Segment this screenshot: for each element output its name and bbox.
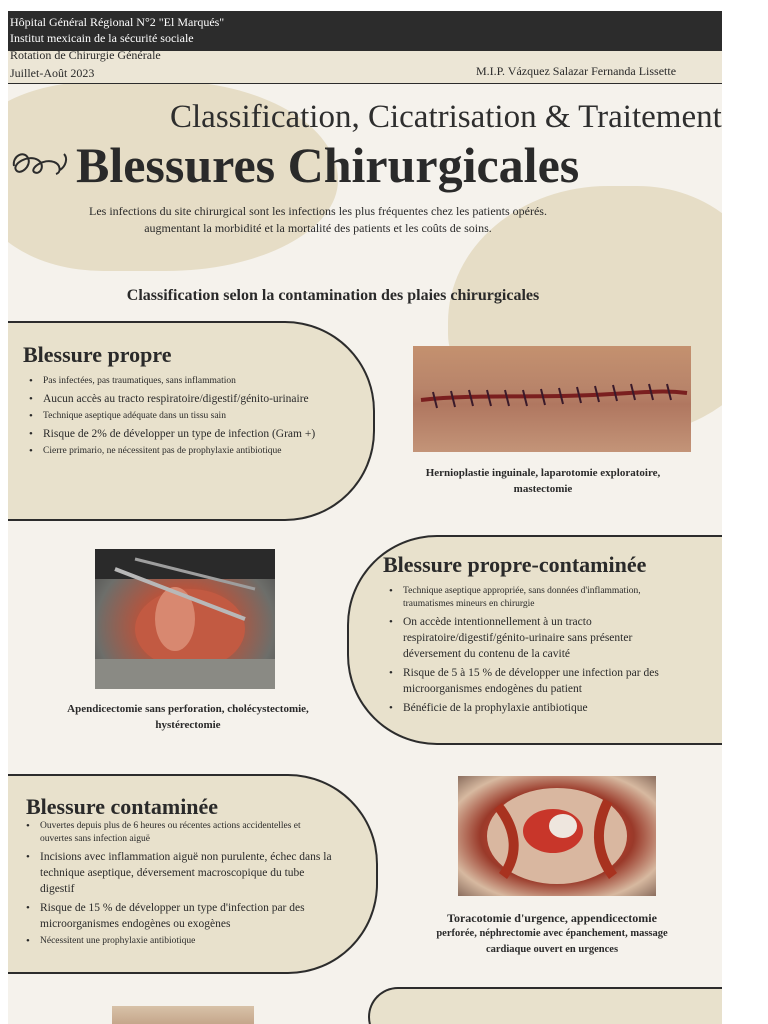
list-item: • Risque de 15 % de développer un type d'infection par des microorganismes endogènes ou exogènes [24,900,334,932]
list-item: • Incisions avec inflammation aiguë non purulente, échec dans la technique aseptique, déversement macroscopique du tube digestif [24,849,334,897]
caption-line: cardiaque ouvert en urgences [485,944,619,955]
section-card-clean-contaminated [347,535,722,745]
open-wound-illustration [458,776,656,896]
intro-line: augmentant la morbidité et la mortalité des patients et les coûts de soins. [144,221,492,235]
list-item: • On accède intentionnellement à un tracto respiratoire/digestif/génito-urinaire sans présenter déversement du contenu de la cavité [387,614,687,662]
section-heading: Blessure propre-contaminée [383,552,647,577]
list-item: • Risque de 2% de développer un type de infection (Gram +) [27,426,317,442]
list-item: • Technique aseptique appropriée, sans données d'inflammation, traumatismes mineurs en chirurgie [387,585,687,611]
caption-line: mastectomie [513,483,573,495]
list-item: • Risque de 5 à 15 % de développer une infection par des microorganismes endogènes du patient [387,665,687,697]
list-item: • Technique aseptique adéquate dans un tissu sain [27,410,317,423]
institute-name: Institut mexicain de la sécurité sociale [10,31,194,45]
poster [8,11,722,1024]
section-heading: Blessure contaminée [26,794,219,819]
list-item: • Cierre primario, ne nécessitent pas de prophylaxie antibiotique [27,445,317,458]
suture-illustration [413,346,691,452]
page-title: Blessures Chirurgicales [76,137,580,193]
photo-caption [403,465,683,497]
list-item: • Pas infectées, pas traumatiques, sans inflammation [27,375,317,388]
thoracotomy-photo [458,776,656,896]
next-section-photo [112,1006,254,1024]
intro-line: Les infections du site chirurgical sont les infections les plus fréquentes chez les patients opérés. [89,204,547,218]
list-item: • Nécessitent une prophylaxie antibiotique [24,935,334,948]
date-label: Juillet-Août 2023 [10,66,95,80]
classification-heading: Classification selon la contamination des plaies chirurgicales [126,287,540,304]
caption-line: Toracotomie d'urgence, appendicectomie [447,911,657,925]
caption-line: hystérectomie [155,719,221,731]
caption-line: perforée, néphrectomie avec épanchement, massage [436,928,668,939]
author-label: M.I.P. Vázquez Salazar Fernanda Lissette [476,64,677,78]
section-card-contaminated [8,774,378,974]
rotation-label: Rotation de Chirurgie Générale [10,48,161,62]
surgery-illustration [95,549,275,689]
intro-text [38,203,598,237]
sutured-wound-photo [413,346,691,452]
list-item: • Ouvertes depuis plus de 6 heures ou récentes actions accidentelles et ouvertes sans infection aiguë [24,820,334,846]
appendectomy-photo [95,549,275,689]
list-item: • Aucun accès au tracto respiratoire/digestif/génito-urinaire [27,391,317,407]
photo-caption [38,701,338,733]
section-card-next [368,987,722,1024]
page-subtitle: Classification, Cicatrisation & Traitement [170,99,722,135]
subheader-bar [8,48,722,84]
photo-caption [418,910,686,958]
swirl-decoration-icon [10,136,74,184]
bullet-list [24,820,334,951]
caption-line: Apendicectomie sans perforation, cholécystectomie, [67,703,309,715]
bullet-list [387,585,687,719]
bullet-list [27,375,317,461]
caption-line: Hernioplastie inguinale, laparotomie exploratoire, [425,467,661,479]
header-bar [8,11,722,51]
section-card-clean [8,321,375,521]
hospital-name: Hôpital Général Régional N°2 "El Marqués" [10,15,225,29]
list-item: • Bénéficie de la prophylaxie antibiotique [387,700,687,716]
section-heading: Blessure propre [23,342,172,367]
